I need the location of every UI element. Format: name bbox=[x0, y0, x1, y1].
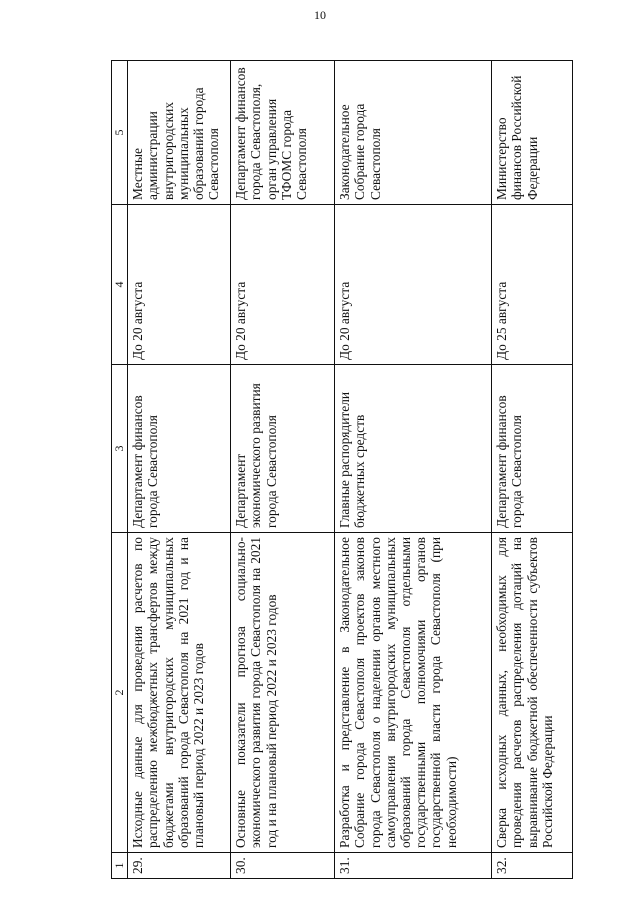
page-number: 10 bbox=[314, 8, 326, 22]
row-recipient: Законодательное Собрание города Севастополя bbox=[335, 61, 492, 205]
row-responsible: Департамент экономического развития города Севастополя bbox=[231, 365, 335, 533]
table-row bbox=[128, 61, 231, 879]
row-responsible: Главные распорядители бюджетных средств bbox=[335, 365, 492, 533]
row-recipient: Местные администрации внутригородских муниципальных образований города Севастополя bbox=[128, 61, 231, 205]
row-responsible: Департамент финансов города Севастополя bbox=[128, 365, 231, 533]
table-row bbox=[492, 61, 573, 879]
row-number: 29. bbox=[128, 853, 231, 879]
row-deadline: До 25 августа bbox=[492, 205, 573, 365]
column-header: 4 bbox=[112, 205, 128, 365]
table-row bbox=[335, 61, 492, 879]
column-header: 5 bbox=[112, 61, 128, 205]
row-responsible: Департамент финансов города Севастополя bbox=[492, 365, 573, 533]
row-number: 30. bbox=[231, 853, 335, 879]
row-description: Разработка и представление в Законодательное Собрание города Севастополя проектов законов города Севастополя о наделении органов местного самоуправления внутригородских муниципальных образований города Севастополя отдельными государственными полномочиями органов государственной власти города Севастополя (при необходимости) bbox=[335, 533, 492, 853]
row-number: 31. bbox=[335, 853, 492, 879]
row-description: Исходные данные для проведения расчетов по распределению межбюджетных трансфертов между бюджетами внутригородских муниципальных образований города Севастополя на 2021 год и на плановый период 2022 и 2023 годов bbox=[128, 533, 231, 853]
row-number: 32. bbox=[492, 853, 573, 879]
table-row bbox=[231, 61, 335, 879]
row-description: Сверка исходных данных, необходимых для проведения расчетов распределения дотаций на выравнивание бюджетной обеспеченности субъектов Российской Федерации bbox=[492, 533, 573, 853]
row-description: Основные показатели прогноза социально-экономического развития города Севастополя на 2021 год и на плановый период 2022 и 2023 годов bbox=[231, 533, 335, 853]
column-header: 2 bbox=[112, 533, 128, 853]
schedule-table bbox=[111, 60, 573, 879]
table-header-row bbox=[112, 61, 128, 879]
row-recipient: Министерство финансов Российской Федерации bbox=[492, 61, 573, 205]
column-header: 3 bbox=[112, 365, 128, 533]
rotated-table-container bbox=[111, 61, 555, 879]
column-header: 1 bbox=[112, 853, 128, 879]
row-deadline: До 20 августа bbox=[335, 205, 492, 365]
row-deadline: До 20 августа bbox=[128, 205, 231, 365]
row-recipient: Департамент финансов города Севастополя, орган управления ТФОМС города Севастополя bbox=[231, 61, 335, 205]
row-deadline: До 20 августа bbox=[231, 205, 335, 365]
